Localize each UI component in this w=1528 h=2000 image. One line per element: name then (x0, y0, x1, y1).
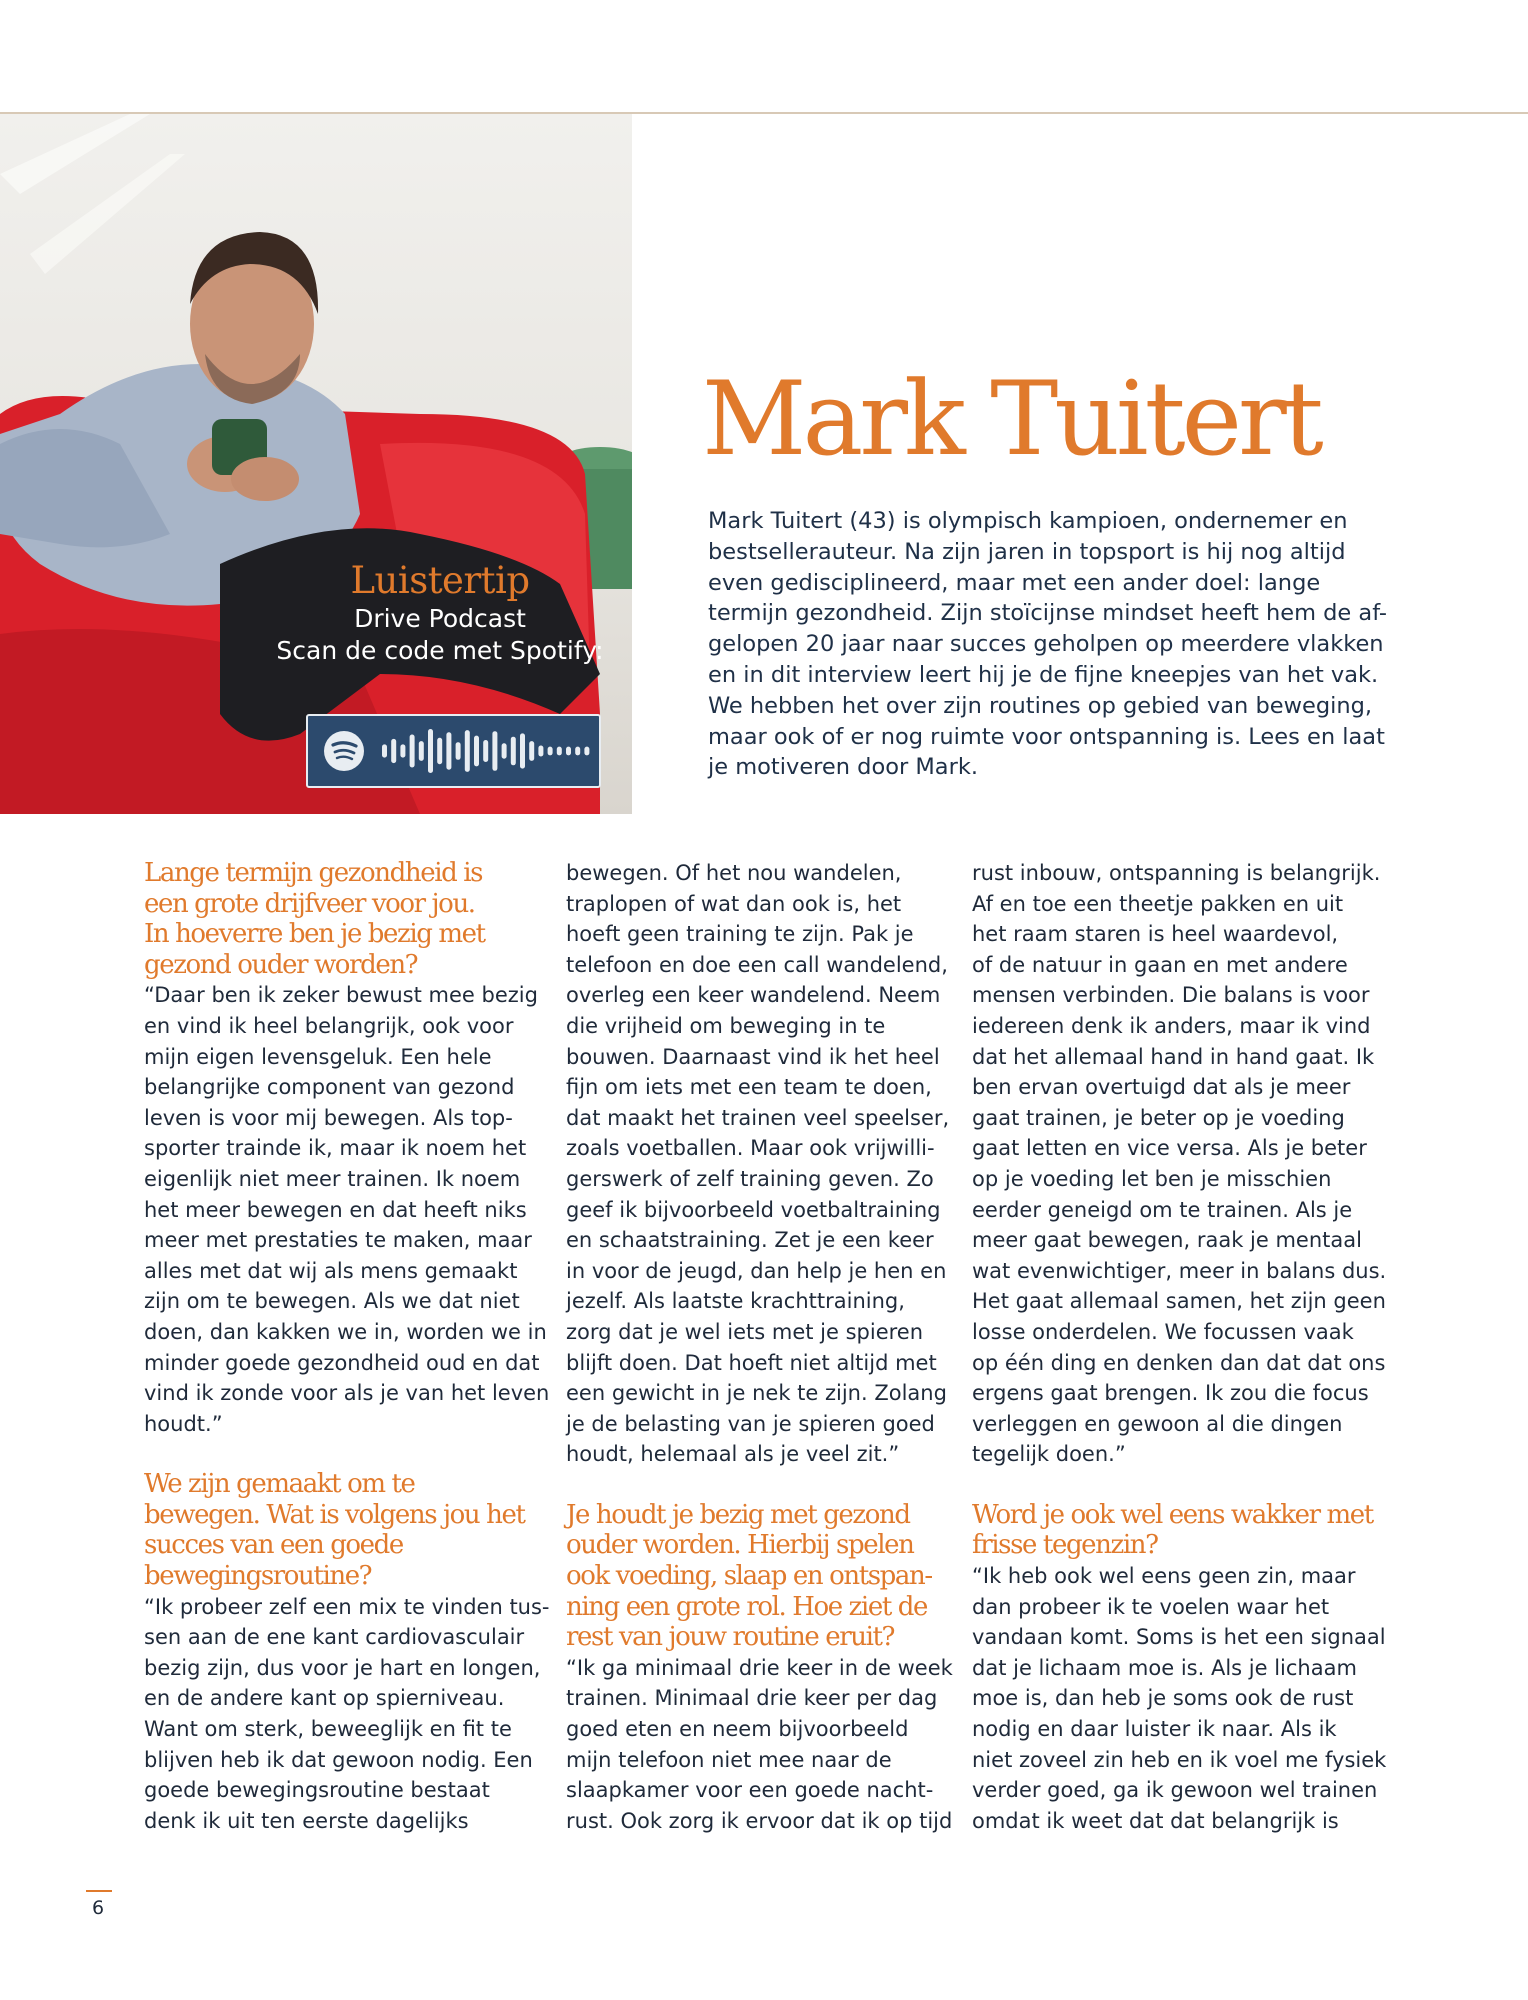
code-bar (446, 732, 451, 769)
code-bar (548, 747, 553, 756)
answer-line: telefoon en doe een call wandelend, (566, 952, 948, 977)
answer-line: traplopen of wat dan ook is, het (566, 891, 902, 916)
intro-line: termijn gezondheid. Zijn stoïcijnse mindset heeft hem de af- (708, 600, 1388, 627)
answer-line: iedereen denk ik anders, maar ik vind (972, 1013, 1371, 1038)
answer-line: leven is voor mij bewegen. Als top- (144, 1105, 513, 1130)
answer-line: “Ik probeer zelf een mix te vinden tus- (144, 1594, 550, 1619)
code-bar (465, 730, 470, 772)
answer-line: belangrijke component van gezond (144, 1075, 515, 1100)
answer-line: alles met dat wij als mens gemaakt (144, 1258, 518, 1283)
answer-line: mijn telefoon niet mee naar de (566, 1747, 892, 1772)
answer-line: dat het allemaal hand in hand gaat. Ik (972, 1044, 1375, 1069)
answer-line: die vrijheid om beweging in te (566, 1013, 886, 1038)
answer-line: gaat letten en vice versa. Als je beter (972, 1136, 1367, 1161)
interview-question (972, 1500, 1372, 1561)
spotify-logo-icon (324, 731, 364, 771)
answer-line: op je voeding let ben je misschien (972, 1166, 1332, 1191)
interview-answer (566, 1653, 966, 1837)
answer-line: jezelf. Als laatste krachttraining, (566, 1289, 905, 1314)
answer-line: vind ik zonde voor als je van het leven (144, 1381, 550, 1406)
question-line: Lange termijn gezondheid is (144, 858, 483, 888)
podcast-name: Drive Podcast (354, 604, 526, 633)
intro-line: maar ook of er nog ruimte voor ontspanning is. Lees en laat (708, 723, 1385, 750)
answer-line: gaat trainen, je beter op je voeding (972, 1105, 1345, 1130)
answer-line: denk ik uit ten eerste dagelijks (144, 1808, 469, 1833)
answer-line: het raam staren is heel waardevol, (972, 922, 1339, 947)
code-bar (575, 747, 580, 756)
answer-line: omdat ik weet dat dat belangrijk is (972, 1808, 1339, 1833)
answer-line: sporter trainde ik, maar ik noem het (144, 1136, 527, 1161)
answer-line: moe is, dan heb je soms ook de rust (972, 1686, 1354, 1711)
answer-line: houdt, helemaal als je veel zit.” (566, 1442, 900, 1467)
code-bar (419, 741, 424, 761)
hero-photo (0, 114, 632, 814)
question-line: We zijn gemaakt om te (144, 1469, 415, 1500)
answer-line: verleggen en gewoon al die dingen (972, 1411, 1343, 1436)
code-bar (483, 740, 488, 762)
code-bar (557, 747, 562, 756)
question-line: ouder worden. Hierbij spelen (566, 1530, 914, 1561)
page-number-rule (86, 1890, 112, 1892)
answer-line: tegelijk doen.” (972, 1442, 1126, 1467)
answer-line: losse onderdelen. We focussen vaak (972, 1319, 1354, 1344)
answer-line: zijn om te bewegen. Als we dat niet (144, 1289, 520, 1314)
answer-line: meer met prestaties te maken, maar (144, 1228, 532, 1253)
answer-line: minder goede gezondheid oud en dat (144, 1350, 540, 1375)
question-line: ook voeding, slaap en ontspan- (566, 1561, 932, 1592)
answer-line: goed eten en neem bijvoorbeeld (566, 1717, 909, 1742)
answer-line: zoals voetballen. Maar ook vrijwilli- (566, 1136, 935, 1161)
answer-line: mensen verbinden. Die balans is voor (972, 983, 1370, 1008)
answer-line: en schaatstraining. Zet je een keer (566, 1228, 934, 1253)
intro-line: We hebben het over zijn routines op gebied van beweging, (708, 692, 1373, 719)
code-bar (400, 744, 405, 757)
page-number: 6 (92, 1897, 105, 1919)
answer-line: geef ik bijvoorbeeld voetbaltraining (566, 1197, 941, 1222)
answer-line: rust inbouw, ontspanning is belangrijk. (972, 861, 1381, 885)
spotify-code-graphic (308, 716, 599, 786)
code-bar (492, 731, 497, 771)
answer-line: eerder geneigd om te trainen. Als je (972, 1197, 1353, 1222)
listening-tip-title: Luistertip (350, 559, 530, 602)
answer-line: bewegen. Of het nou wandelen, (566, 861, 902, 885)
answer-line: en de andere kant op spierniveau. (144, 1686, 505, 1711)
article-column-2 (566, 858, 966, 1836)
answer-line: zorg dat je wel iets met je spieren (566, 1319, 924, 1344)
question-line: Word je ook wel eens wakker met (972, 1499, 1373, 1530)
answer-line: op één ding en denken dan dat dat ons (972, 1350, 1386, 1375)
interview-answer (972, 1561, 1387, 1836)
answer-line: een gewicht in je nek te zijn. Zolang (566, 1381, 947, 1406)
code-bar (437, 738, 442, 764)
answer-line: verder goed, ga ik gewoon wel trainen (972, 1778, 1378, 1803)
code-bar (502, 743, 507, 758)
answer-line: dan probeer ik te voelen waar het (972, 1594, 1330, 1619)
answer-line: ergens gaat brengen. Ik zou die focus (972, 1381, 1369, 1406)
answer-line: “Daar ben ik zeker bewust mee bezig (144, 983, 538, 1008)
answer-line: meer gaat bewegen, raak je mentaal (972, 1228, 1362, 1253)
question-line: In hoeverre ben je bezig met (144, 919, 485, 950)
code-bar (391, 739, 396, 763)
code-bar (538, 746, 543, 757)
question-line: succes van een goede (144, 1530, 403, 1561)
answer-line: blijven heb ik dat gewoon nodig. Een (144, 1747, 533, 1772)
answer-line: niet zoveel zin heb en ik voel me fysiek (972, 1747, 1387, 1772)
article-title: Mark Tuitert (702, 360, 1320, 479)
interview-answer (144, 1592, 550, 1837)
paragraph-gap (144, 1439, 544, 1469)
answer-line: in voor de jeugd, dan help je hen en (566, 1258, 947, 1283)
answer-line: bezig zijn, dus voor je hart en longen, (144, 1655, 541, 1680)
answer-line: of de natuur in gaan en met andere (972, 952, 1348, 977)
answer-line: fijn om iets met een team te doen, (566, 1075, 932, 1100)
question-line: bewegen. Wat is volgens jou het (144, 1499, 525, 1530)
code-bar (428, 729, 433, 773)
question-line: bewegingsroutine? (144, 1561, 372, 1592)
answer-line: het meer bewegen en dat heeft niks (144, 1197, 527, 1222)
intro-line: bestsellerauteur. Na zijn jaren in topsport is hij nog altijd (708, 538, 1346, 565)
answer-line: mijn eigen levensgeluk. Een hele (144, 1044, 492, 1069)
question-line: Je houdt je bezig met gezond (566, 1499, 910, 1530)
scan-instruction: Scan de code met Spotify: (276, 636, 604, 665)
question-line: ning een grote rol. Hoe ziet de (566, 1591, 927, 1622)
interview-answer (144, 980, 550, 1439)
answer-line: Af en toe een theetje pakken en uit (972, 891, 1344, 916)
paragraph-gap (566, 1470, 966, 1500)
interview-question (144, 1469, 544, 1591)
answer-line: en vind ik heel belangrijk, ook voor (144, 1013, 514, 1038)
answer-line: blijft doen. Dat hoeft niet altijd met (566, 1350, 937, 1375)
answer-line: “Ik heb ook wel eens geen zin, maar (972, 1564, 1356, 1589)
answer-line: je de belasting van je spieren goed (566, 1411, 935, 1436)
answer-line: dat je lichaam moe is. Als je lichaam (972, 1655, 1357, 1680)
listening-tip (270, 559, 610, 667)
code-bar (456, 742, 461, 760)
interview-question (566, 1500, 966, 1653)
paragraph-gap (972, 1470, 1372, 1500)
interview-question (144, 858, 544, 980)
answer-line: ben ervan overtuigd dat als je meer (972, 1075, 1351, 1100)
intro-line: even gedisciplineerd, maar met een ander doel: lange (708, 569, 1321, 596)
answer-line: houdt.” (144, 1411, 223, 1436)
answer-line: Het gaat allemaal samen, het zijn geen (972, 1289, 1386, 1314)
answer-line: slaapkamer voor een goede nacht- (566, 1778, 934, 1803)
question-line: rest van jouw routine eruit? (566, 1622, 895, 1653)
answer-line: rust. Ook zorg ik ervoor dat ik op tijd (566, 1808, 953, 1833)
question-line: een grote drijfveer voor jou. (144, 888, 475, 919)
article-column-3 (972, 858, 1387, 1836)
answer-line: dat maakt het trainen veel speelser, (566, 1105, 950, 1130)
intro-line: gelopen 20 jaar naar succes geholpen op meerdere vlakken (708, 631, 1384, 658)
answer-line: eigenlijk niet meer trainen. Ik noem (144, 1166, 521, 1191)
code-bar (410, 735, 415, 768)
article-column-1 (144, 858, 550, 1836)
code-bar (584, 747, 589, 756)
code-bar (382, 744, 387, 757)
intro-paragraph (708, 506, 1408, 783)
code-bar (566, 747, 571, 756)
answer-line: vandaan komt. Soms is het een signaal (972, 1625, 1386, 1650)
code-bar (520, 733, 525, 768)
intro-line: Mark Tuitert (43) is olympisch kampioen, ondernemer en (708, 508, 1348, 534)
answer-line: doen, dan kakken we in, worden we in (144, 1319, 547, 1344)
answer-line: gerswerk of zelf training geven. Zo (566, 1166, 934, 1191)
answer-line: Want om sterk, beweeglijk en fit te (144, 1717, 512, 1742)
answer-line: nodig en daar luister ik naar. Als ik (972, 1717, 1337, 1742)
answer-line: wat evenwichtiger, meer in balans dus. (972, 1258, 1387, 1283)
answer-line: bouwen. Daarnaast vind ik het heel (566, 1044, 940, 1069)
code-bar (529, 741, 534, 761)
answer-line: goede bewegingsroutine bestaat (144, 1778, 490, 1803)
intro-line: en in dit interview leert hij je de fijne kneepjes van het vak. (708, 661, 1379, 688)
code-bar (511, 737, 516, 766)
question-line: frisse tegenzin? (972, 1530, 1158, 1561)
photo-illustration (0, 114, 632, 814)
answer-line: sen aan de ene kant cardiovasculair (144, 1625, 525, 1650)
code-bar (474, 736, 479, 767)
answer-line: “Ik ga minimaal drie keer in de week (566, 1655, 953, 1680)
answer-line: trainen. Minimaal drie keer per dag (566, 1686, 938, 1711)
answer-line: hoeft geen training te zijn. Pak je (566, 922, 914, 947)
interview-answer (972, 858, 1387, 1470)
interview-answer (566, 858, 966, 1470)
question-line: gezond ouder worden? (144, 949, 418, 980)
intro-line: je motiveren door Mark. (708, 754, 979, 781)
spotify-scan-code[interactable] (306, 714, 601, 788)
answer-line: overleg een keer wandelend. Neem (566, 983, 941, 1008)
